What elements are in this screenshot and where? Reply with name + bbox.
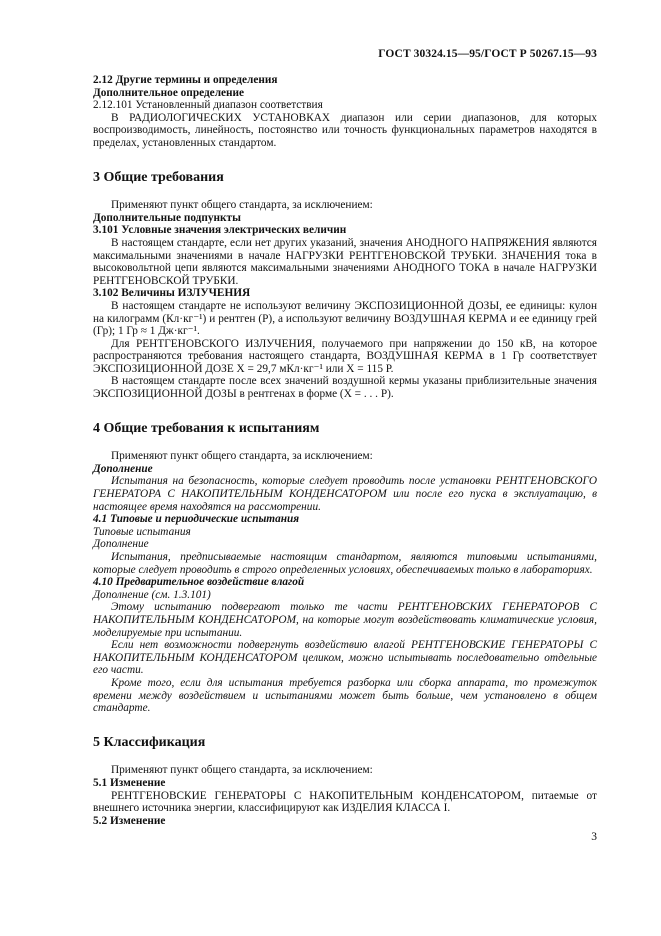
p3102-text-a: В настоящем стандарте не используют величину ЭКСПОЗИЦИОННОЙ ДОЗЫ, ее единицы: кулон на килограмм (Кл·кг⁻¹) и рентген (Р), а используют величину ВОЗДУШНАЯ КЕРМА и ее единицу грей (Гр); 1 Гр ≈ 1 Дж·кг⁻¹. [93,299,597,338]
page-body [93,74,597,827]
p41-sub-a: Типовые испытания [93,525,191,538]
p410-text-1: Этому испытанию подвергают только те части РЕНТГЕНОВСКИХ ГЕНЕРАТОРОВ С НАКОПИТЕЛЬНЫМ КОНДЕНСАТОРОМ, на которые могут воздействовать климатические условия, моделируемые при испытании. [93,601,597,639]
p410-sub: Дополнение (см. 1.3.101) [93,588,211,601]
section-3-intro: Применяют пункт общего стандарта, за исключением: [111,199,373,212]
section-5-intro: Применяют пункт общего стандарта, за исключением: [111,764,373,777]
section-3-sub: Дополнительные подпункты [93,211,241,224]
p3101-text: В настоящем стандарте, если нет других указаний, значения АНОДНОГО НАПРЯЖЕНИЯ являются максимальными значениями в начале НАГРУЗКИ РЕНТГЕНОВСКОЙ ТРУБКИ. ЗНАЧЕНИЯ тока в высоковольтной цепи являются максимальными значениями АНОДНОГО ТОКА в начале НАГРУЗКИ РЕНТГЕНОВСКОЙ ТРУБКИ. [93,236,597,287]
section-2-12-subtitle: Дополнительное определение [93,86,245,99]
p51-text: РЕНТГЕНОВСКИЕ ГЕНЕРАТОРЫ С НАКОПИТЕЛЬНЫМ КОНДЕНСАТОРОМ, питаемые от внешнего источника энергии, классифицируют как ИЗДЕЛИЯ КЛАССА I. [93,789,597,815]
p3102-text-b: Для РЕНТГЕНОВСКОГО ИЗЛУЧЕНИЯ, получаемого при напряжении до 150 кВ, на которое распространяются требования настоящего стандарта, ВОЗДУШНАЯ КЕРМА в 1 Гр соответствует ЭКСПОЗИЦИОННОЙ ДОЗЕ Х = 29,7 мКл·кг⁻¹ или Х = 115 Р. [93,337,597,375]
section-4-text: Испытания на безопасность, которые следует проводить после установки РЕНТГЕНОВСКОГО ГЕНЕРАТОРА С НАКОПИТЕЛЬНЫМ КОНДЕНСАТОРОМ или после его пуска в эксплуатацию, в настоящее время находятся на рассмотрении. [93,475,597,513]
p3102-text-c: В настоящем стандарте после всех значений воздушной кермы указаны приблизительные значения ЭКСПОЗИЦИОННОЙ ДОЗЫ в рентгенах в форме (Х = . . . Р). [93,375,597,401]
section-3-heading: 3 Общие требования [93,169,224,185]
p52-title: 5.2 Изменение [93,814,166,827]
p410-title: 4.10 Предварительное воздействие влагой [93,576,305,589]
section-4-sub: Дополнение [93,462,153,475]
p410-text-3: Кроме того, если для испытания требуется разборка или сборка аппарата, то промежуток времени между воздействием и испытаниями может быть больше, чем установлено в общем стандарте. [93,676,597,715]
section-5-heading: 5 Классификация [93,734,206,750]
p3102-title: 3.102 Величины ИЗЛУЧЕНИЯ [93,287,251,300]
section-4-intro: Применяют пункт общего стандарта, за исключением: [111,450,373,463]
section-4-heading: 4 Общие требования к испытаниям [93,420,320,436]
p41-title: 4.1 Типовые и периодические испытания [93,513,300,526]
p41-text: Испытания, предписываемые настоящим стандартом, являются типовыми испытаниями, которые следует проводить в строго определенных условиях, обеспечиваемых только в лабораториях. [93,551,597,576]
p51-title: 5.1 Изменение [93,776,166,789]
p410-text-2: Если нет возможности подвергнуть воздействию влагой РЕНТГЕНОВСКИЕ ГЕНЕРАТОРЫ С НАКОПИТЕЛЬНЫМ КОНДЕНСАТОРОМ целиком, можно испытывать последовательно отдельные его части. [93,639,597,677]
term-2-12-101-text: В РАДИОЛОГИЧЕСКИХ УСТАНОВКАХ диапазон или серии диапазонов, для которых воспроизводимость, линейность, постоянство или точность функциональных параметров находятся в пределах, установленных стандартом. [93,111,597,149]
section-2-12-title: 2.12 Другие термины и определения [93,74,278,86]
p41-sub-b: Дополнение [93,538,149,551]
page-number: 3 [591,831,597,843]
p3101-title: 3.101 Условные значения электрических величин [93,224,347,237]
term-2-12-101: 2.12.101 Установленный диапазон соответствия [93,99,323,112]
document-header: ГОСТ 30324.15—95/ГОСТ Р 50267.15—93 [378,48,597,60]
